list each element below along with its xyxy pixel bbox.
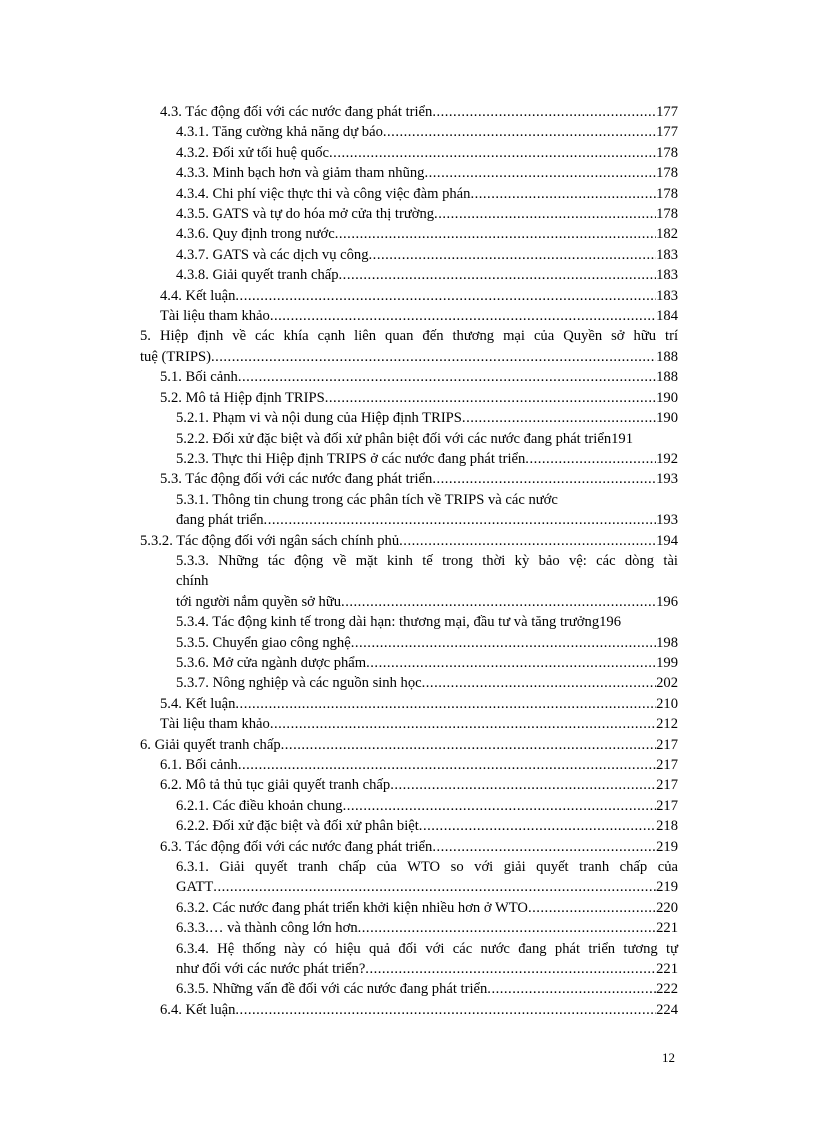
toc-entry-page: 188: [656, 369, 678, 386]
dot-leader: [264, 510, 657, 530]
dot-leader: [432, 469, 656, 489]
toc-entry: [140, 347, 678, 367]
dot-leader: [462, 408, 656, 428]
toc-entry-page: 199: [656, 654, 678, 671]
toc-entry-page: 196: [656, 593, 678, 610]
toc-entry-page: 218: [656, 818, 678, 835]
toc-entry: [140, 408, 678, 428]
dot-leader: [270, 714, 656, 734]
toc-entry-page: 222: [656, 981, 678, 998]
toc-entry-title: 5.3.7. Nông nghiệp và các nguồn sinh học: [176, 675, 422, 692]
toc-entry-title: 4.3.7. GATS và các dịch vụ công: [176, 246, 369, 263]
toc-entry-page: 210: [656, 695, 678, 712]
dot-leader: [238, 367, 656, 387]
dot-leader: [339, 265, 657, 285]
toc-entry-page: 196: [599, 614, 622, 631]
toc-entry: [140, 449, 678, 469]
toc-entry: [140, 612, 678, 632]
toc-entry-title: 4.3.6. Quy định trong nước: [176, 226, 335, 243]
toc-entry-title: 4.4. Kết luận: [160, 287, 236, 304]
toc-entry-title: 5.3.2. Tác động đối với ngân sách chính phủ: [140, 532, 400, 549]
toc-entry-title: 5.3.4. Tác động kinh tế trong dài hạn: thương mại, đầu tư và tăng trưởng: [176, 614, 600, 631]
dot-leader: [369, 245, 657, 265]
toc-entry-title: 6.2. Mô tả thủ tục giải quyết tranh chấp: [160, 777, 391, 794]
toc-entry-title: 4.3.2. Đối xử tối huệ quốc: [176, 144, 330, 161]
table-of-contents: [140, 102, 678, 1020]
toc-entry-page: 182: [656, 226, 678, 243]
dot-leader: [281, 735, 656, 755]
toc-entry-title: 4.3.1. Tăng cường khả năng dự báo: [176, 124, 383, 141]
toc-entry: [140, 735, 678, 755]
dot-leader: [432, 837, 656, 857]
dot-leader: [424, 163, 656, 183]
toc-entry-title: đang phát triển: [176, 512, 264, 529]
dot-leader: [366, 653, 656, 673]
toc-entry: [140, 918, 678, 938]
toc-entry-title: 4.3.8. Giải quyết tranh chấp: [176, 267, 339, 284]
toc-entry-title: 5.2.1. Phạm vi và nội dung của Hiệp định TRIPS: [176, 410, 462, 427]
toc-entry-title: 6.3. Tác động đối với các nước đang phát triển: [160, 838, 433, 855]
toc-entry-title: GATT: [176, 879, 214, 896]
toc-entry-page: 193: [656, 471, 678, 488]
toc-entry-page: 191: [611, 430, 634, 447]
toc-entry-title: 5.2.2. Đối xử đặc biệt và đối xử phân biệt đối với các nước đang phát triển: [176, 430, 612, 447]
toc-entry: [140, 469, 678, 489]
dot-leader: [434, 204, 656, 224]
toc-entry-page: 183: [656, 267, 678, 284]
dot-leader: [399, 531, 656, 551]
toc-entry-title: 4.3.4. Chi phí việc thực thi và công việc đàm phán: [176, 185, 471, 202]
dot-leader: [341, 592, 656, 612]
toc-entry: [140, 837, 678, 857]
toc-entry-title: tới người nắm quyền sở hữu: [176, 593, 342, 610]
toc-entry: [140, 714, 678, 734]
toc-entry-title: như đối với các nước phát triển?: [176, 961, 366, 978]
toc-entry-page: 193: [656, 512, 678, 529]
toc-entry-page: 217: [656, 777, 678, 794]
dot-leader: [383, 122, 656, 142]
toc-entry-page: 219: [656, 879, 678, 896]
toc-entry-page: 178: [656, 185, 678, 202]
toc-entry: [140, 694, 678, 714]
toc-entry: [140, 265, 678, 285]
toc-entry: [140, 755, 678, 775]
toc-entry: [140, 510, 678, 530]
toc-entry-title: 4.3.5. GATS và tự do hóa mở cửa thị trường: [176, 206, 435, 223]
toc-entry: [140, 388, 678, 408]
toc-entry: [140, 531, 678, 551]
toc-entry: [140, 653, 678, 673]
toc-entry-title: 6.2.2. Đối xử đặc biệt và đối xử phân biệt: [176, 818, 419, 835]
toc-entry: [140, 367, 678, 387]
dot-leader: [351, 633, 656, 653]
dot-leader: [419, 816, 656, 836]
toc-entry-page: 192: [656, 450, 678, 467]
toc-entry-title: 5.2.3. Thực thi Hiệp định TRIPS ở các nước đang phát triển: [176, 450, 526, 467]
toc-entry-page: 184: [656, 308, 678, 325]
toc-entry-page: 177: [656, 104, 678, 120]
toc-entry-title: 4.3. Tác động đối với các nước đang phát triển: [160, 104, 433, 120]
toc-entry: [140, 224, 678, 244]
toc-entry: [140, 877, 678, 897]
toc-entry-title: 6.3.2. Các nước đang phát triển khởi kiện nhiều hơn ở WTO: [176, 899, 528, 916]
toc-entry-title: 6.2.1. Các điều khoản chung: [176, 797, 343, 814]
toc-entry-title: 5.3.6. Mở cửa ngành dược phẩm: [176, 654, 367, 671]
toc-entry: [140, 204, 678, 224]
toc-entry-title: 4.3.3. Minh bạch hơn và giảm tham nhũng: [176, 165, 425, 182]
dot-leader: [470, 184, 656, 204]
toc-entry-title: Tài liệu tham khảo: [160, 308, 270, 325]
toc-entry-page: 202: [656, 675, 678, 692]
toc-entry-title: 6. Giải quyết tranh chấp: [140, 736, 281, 753]
dot-leader: [487, 979, 656, 999]
toc-entry-title: 6.3.3.… và thành công lớn hơn: [176, 920, 358, 937]
toc-entry-page: 217: [656, 797, 678, 814]
toc-entry: [140, 796, 678, 816]
dot-leader: [325, 388, 656, 408]
toc-entry-line1: 5.3.1. Thông tin chung trong các phân tích về TRIPS và các nước: [176, 491, 558, 508]
toc-entry-title: 5.3. Tác động đối với các nước đang phát triển: [160, 471, 433, 488]
toc-entry-page: 219: [656, 838, 678, 855]
toc-entry: [140, 592, 678, 612]
toc-entry-title: 5.1. Bối cảnh: [160, 369, 238, 386]
toc-entry-page: 221: [656, 961, 678, 978]
toc-entry: [140, 959, 678, 979]
dot-leader: [358, 918, 656, 938]
toc-entry: [140, 122, 678, 142]
dot-leader: [422, 673, 656, 693]
dot-leader: [528, 898, 656, 918]
toc-entry-title: 5.4. Kết luận: [160, 695, 236, 712]
dot-leader: [432, 102, 656, 122]
dot-leader: [390, 775, 656, 795]
page-number: 12: [662, 1050, 675, 1065]
dot-leader: [525, 449, 656, 469]
toc-entry-line1: 6.3.1. Giải quyết tranh chấp của WTO so với giải quyết tranh chấp của: [176, 859, 678, 876]
toc-entry: [140, 286, 678, 306]
toc-entry: [140, 633, 678, 653]
toc-entry: [140, 816, 678, 836]
dot-leader: [235, 694, 656, 714]
toc-entry-page: 198: [656, 634, 678, 651]
toc-entry-page: 177: [656, 124, 678, 141]
toc-entry-page: 224: [656, 1001, 678, 1018]
toc-entry-page: 178: [656, 206, 678, 223]
toc-entry: [140, 102, 678, 122]
toc-entry-line1: 6.3.4. Hệ thống này có hiệu quả đối với các nước đang phát triển tương tự: [176, 940, 678, 957]
toc-entry: [140, 143, 678, 163]
toc-entry-page: 194: [656, 532, 678, 549]
toc-entry-page: 217: [656, 736, 678, 753]
toc-entry-page: 188: [656, 348, 678, 365]
toc-entry-title: 5.2. Mô tả Hiệp định TRIPS: [160, 389, 325, 406]
toc-entry: [140, 775, 678, 795]
dot-leader: [270, 306, 656, 326]
toc-entry: [140, 979, 678, 999]
toc-entry-page: 217: [656, 757, 678, 773]
dot-leader: [343, 796, 657, 816]
dot-leader: [235, 286, 656, 306]
dot-leader: [365, 959, 656, 979]
toc-entry-title: 6.1. Bối cảnh: [160, 757, 238, 773]
toc-entry-page: 190: [656, 410, 678, 427]
toc-entry: [140, 898, 678, 918]
toc-entry-title: tuệ (TRIPS): [140, 348, 211, 365]
toc-entry: [140, 184, 678, 204]
toc-entry-title: Tài liệu tham khảo: [160, 716, 270, 733]
dot-leader: [211, 347, 656, 367]
toc-entry-page: 178: [656, 144, 678, 161]
toc-entry: [140, 673, 678, 693]
toc-entry: [140, 245, 678, 265]
toc-entry: [140, 429, 678, 449]
toc-entry-page: 178: [656, 165, 678, 182]
dot-leader: [335, 224, 656, 244]
toc-entry: [140, 163, 678, 183]
dot-leader: [235, 1000, 656, 1020]
toc-entry-page: 220: [656, 899, 678, 916]
dot-leader: [329, 143, 656, 163]
toc-entry-title: 5.3.5. Chuyển giao công nghệ: [176, 634, 351, 651]
toc-entry-line2: chính: [176, 573, 209, 590]
toc-entry-page: 212: [656, 716, 678, 733]
toc-entry-page: 183: [656, 287, 678, 304]
toc-entry-line1: 5.3.3. Những tác động về mặt kinh tế trong thời kỳ bảo vệ: các dòng tài: [176, 552, 678, 569]
toc-entry-page: 183: [656, 246, 678, 263]
toc-entry-title: 6.3.5. Những vấn đề đối với các nước đang phát triển: [176, 981, 488, 998]
toc-entry-line1: 5. Hiệp định về các khía cạnh liên quan đến thương mại của Quyền sở hữu trí: [140, 328, 678, 345]
toc-entry: [140, 306, 678, 326]
toc-entry-page: 190: [656, 389, 678, 406]
dot-leader: [213, 877, 656, 897]
toc-entry-page: 221: [656, 920, 678, 937]
toc-entry: [140, 1000, 678, 1020]
toc-entry-title: 6.4. Kết luận: [160, 1001, 236, 1018]
dot-leader: [238, 755, 656, 775]
